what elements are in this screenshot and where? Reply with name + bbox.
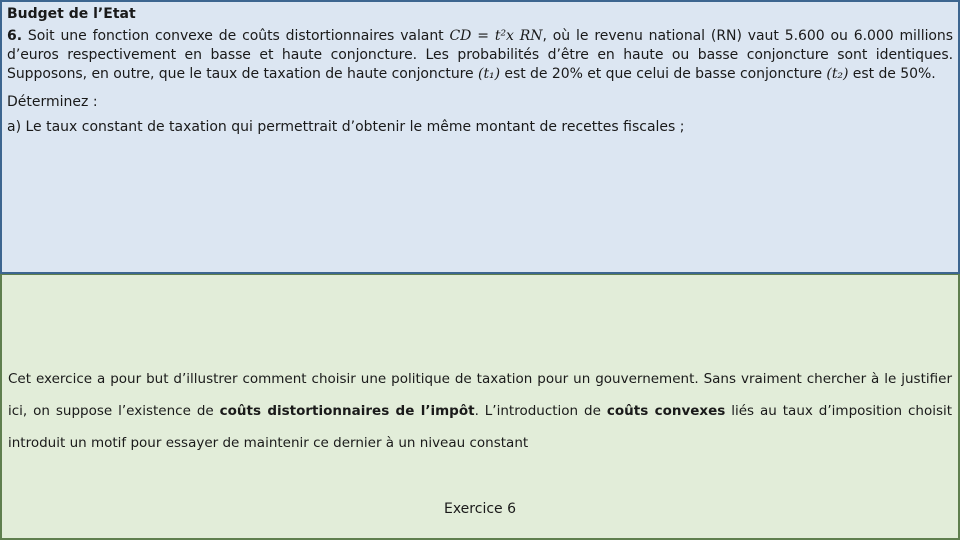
- problem-statement: [7, 27, 953, 84]
- explanation-bold1: coûts distortionnaires de l’impôt: [219, 403, 475, 419]
- statement-clip: [2, 2, 958, 163]
- t2-symbol: (t₂): [826, 66, 849, 82]
- problem-intro: Soit une fonction convexe de coûts distortionnaires valant: [27, 28, 444, 44]
- question-a: a) Le taux constant de taxation qui permettrait d’obtenir le même montant de recettes fiscales ;: [7, 119, 685, 135]
- page-title: Budget de l’Etat: [7, 6, 136, 22]
- explanation-part1: Cet exercice a pour but d’illustrer comment choisir une politique de taxation pour un gouvernement. Sans vraiment chercher à le justifier ici, on suppose l’existence de: [8, 371, 952, 419]
- explanation-part2: . L’introduction de: [474, 403, 601, 419]
- explanation-part3: liés au taux d’imposition choisit introduit un motif pour essayer de maintenir ce dernier à un niveau constant: [8, 403, 953, 451]
- exercise-label: Exercice 6: [443, 501, 517, 517]
- problem-text-middle: est de 20% et que celui de basse conjoncture: [504, 66, 823, 82]
- problem-text-after-formula: , où le revenu national (RN) vaut 5.600 ou 6.000 millions d’euros respectivement en basse et haute conjoncture. Les probabilités d’être en haute ou basse conjoncture sont identiques. Supposons, en outre, que le taux de taxation de haute conjoncture: [7, 28, 953, 82]
- problem-number: 6.: [7, 28, 22, 44]
- t1-symbol: (t₁): [478, 66, 500, 82]
- problem-text-end: est de 50%.: [852, 66, 936, 82]
- explanation-text: [8, 363, 952, 459]
- determinez-heading: Déterminez :: [7, 94, 98, 110]
- explanation-bold2: coûts convexes: [606, 403, 726, 419]
- cost-formula: CD = t²x RN: [449, 28, 543, 44]
- explanation-panel: [0, 274, 960, 540]
